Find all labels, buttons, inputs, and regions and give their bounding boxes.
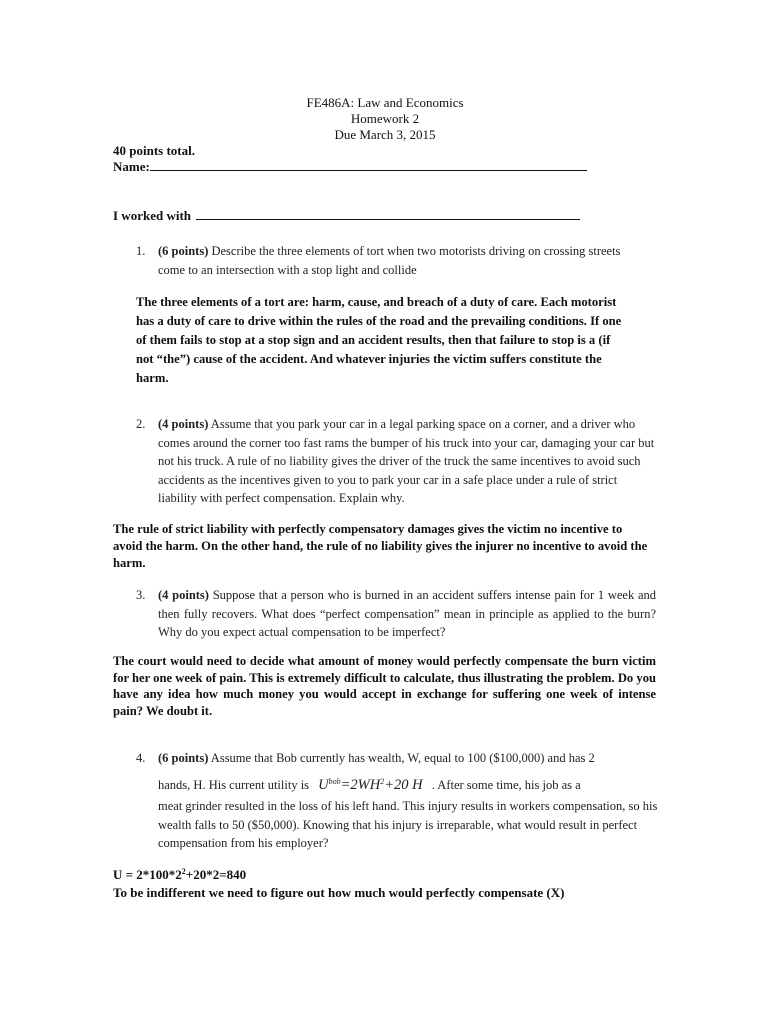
question-1-number: 1. (136, 244, 146, 258)
answer-4-line2: To be indifferent we need to figure out how much would perfectly compensate (X) (113, 885, 565, 900)
name-line (113, 159, 587, 175)
question-2-body: Assume that you park your car in a legal parking space on a corner, and a driver who comes around the corner too fast rams the bumper of his truck into your car, damaging your car but not his truck. A rule of no liability gives the driver of the truck the same incentives to avoid such accidents as the incentives given to you to park your car in a safe place under a rule of strict liability with perfect compensation. Explain why. (158, 417, 655, 505)
question-4-rest: meat grinder resulted in the loss of his left hand. This injury results in workers compensation, so his wealth falls to 50 ($50,000). Knowing that his injury is irreparable, what would result in perfect compensation from his employer? (158, 799, 658, 850)
question-3-text (158, 586, 656, 642)
question-1-body: Describe the three elements of tort when two motorists driving on crossing streets come to an intersection with a stop light and collide (158, 244, 621, 277)
formula-u-sup: bob (328, 777, 341, 786)
question-3-points: (4 points) (158, 588, 209, 602)
question-1-text (158, 242, 638, 279)
question-3-number: 3. (136, 588, 146, 602)
answer-2: The rule of strict liability with perfectly compensatory damages gives the victim no incentive to avoid the harm. On the other hand, the rule of no liability gives the injurer no incentive to avoid the harm. (113, 522, 648, 570)
question-1-points: (6 points) (158, 244, 209, 258)
worked-with-label: I worked with (113, 208, 192, 223)
question-4-line1 (158, 749, 658, 768)
answer-4-line1 (113, 867, 246, 883)
formula-u: U (318, 777, 329, 793)
question-4-pre-formula: hands, H. His current utility is (158, 778, 310, 792)
question-4-body-line1: Assume that Bob currently has wealth, W, equal to 100 ($100,000) and has 2 (210, 751, 595, 765)
utility-formula (312, 777, 428, 793)
answer-4-sup: 2 (181, 867, 186, 876)
question-2-text (158, 415, 658, 508)
course-title: FE486A: Law and Economics (306, 95, 464, 110)
formula-tail: +20 H (384, 777, 423, 793)
name-label: Name: (113, 159, 150, 174)
question-3-body: Suppose that a person who is burned in an accident suffers intense pain for 1 week and then fully recovers. What does “perfect compensation” mean in principle as applied to the burn? Why do you expect actual compensation to be imperfect? (158, 588, 657, 639)
due-date: Due March 3, 2015 (334, 127, 436, 142)
points-total: 40 points total. (113, 143, 195, 158)
worked-with-line (113, 208, 580, 224)
answer-3: The court would need to decide what amount of money would perfectly compensate the burn victim for her one week of pain. This is extremely difficult to calculate, thus illustrating the problem. Do you have any idea how much money you would accept in exchange for suffering one week of intense pain? We doubt it. (113, 654, 656, 718)
worked-with-blank (196, 219, 580, 220)
question-2-points: (4 points) (158, 417, 209, 431)
question-2-number: 2. (136, 417, 146, 431)
question-4-formula-line (158, 774, 658, 796)
question-4-number: 4. (136, 751, 146, 765)
answer-4-post: +20*2=840 (185, 867, 247, 882)
question-4-post-formula: . After some time, his job as a (431, 778, 581, 792)
homework-title: Homework 2 (350, 111, 420, 126)
answer-1: The three elements of a tort are: harm, cause, and breach of a duty of care. Each motorist has a duty of care to drive within the rules of the road and the prevailing conditions. If one of them fails to stop at a stop sign and an accident results, then that failure to stop is a (if not “the”) cause of the accident. And whatever injuries the victim suffers constitute the harm. (136, 295, 622, 385)
answer-4-pre: U = 2*100*2 (113, 867, 182, 882)
formula-eq: =2WH (340, 777, 381, 793)
name-blank (150, 170, 587, 171)
question-4-points: (6 points) (158, 751, 209, 765)
formula-h-sup: 2 (380, 777, 385, 786)
